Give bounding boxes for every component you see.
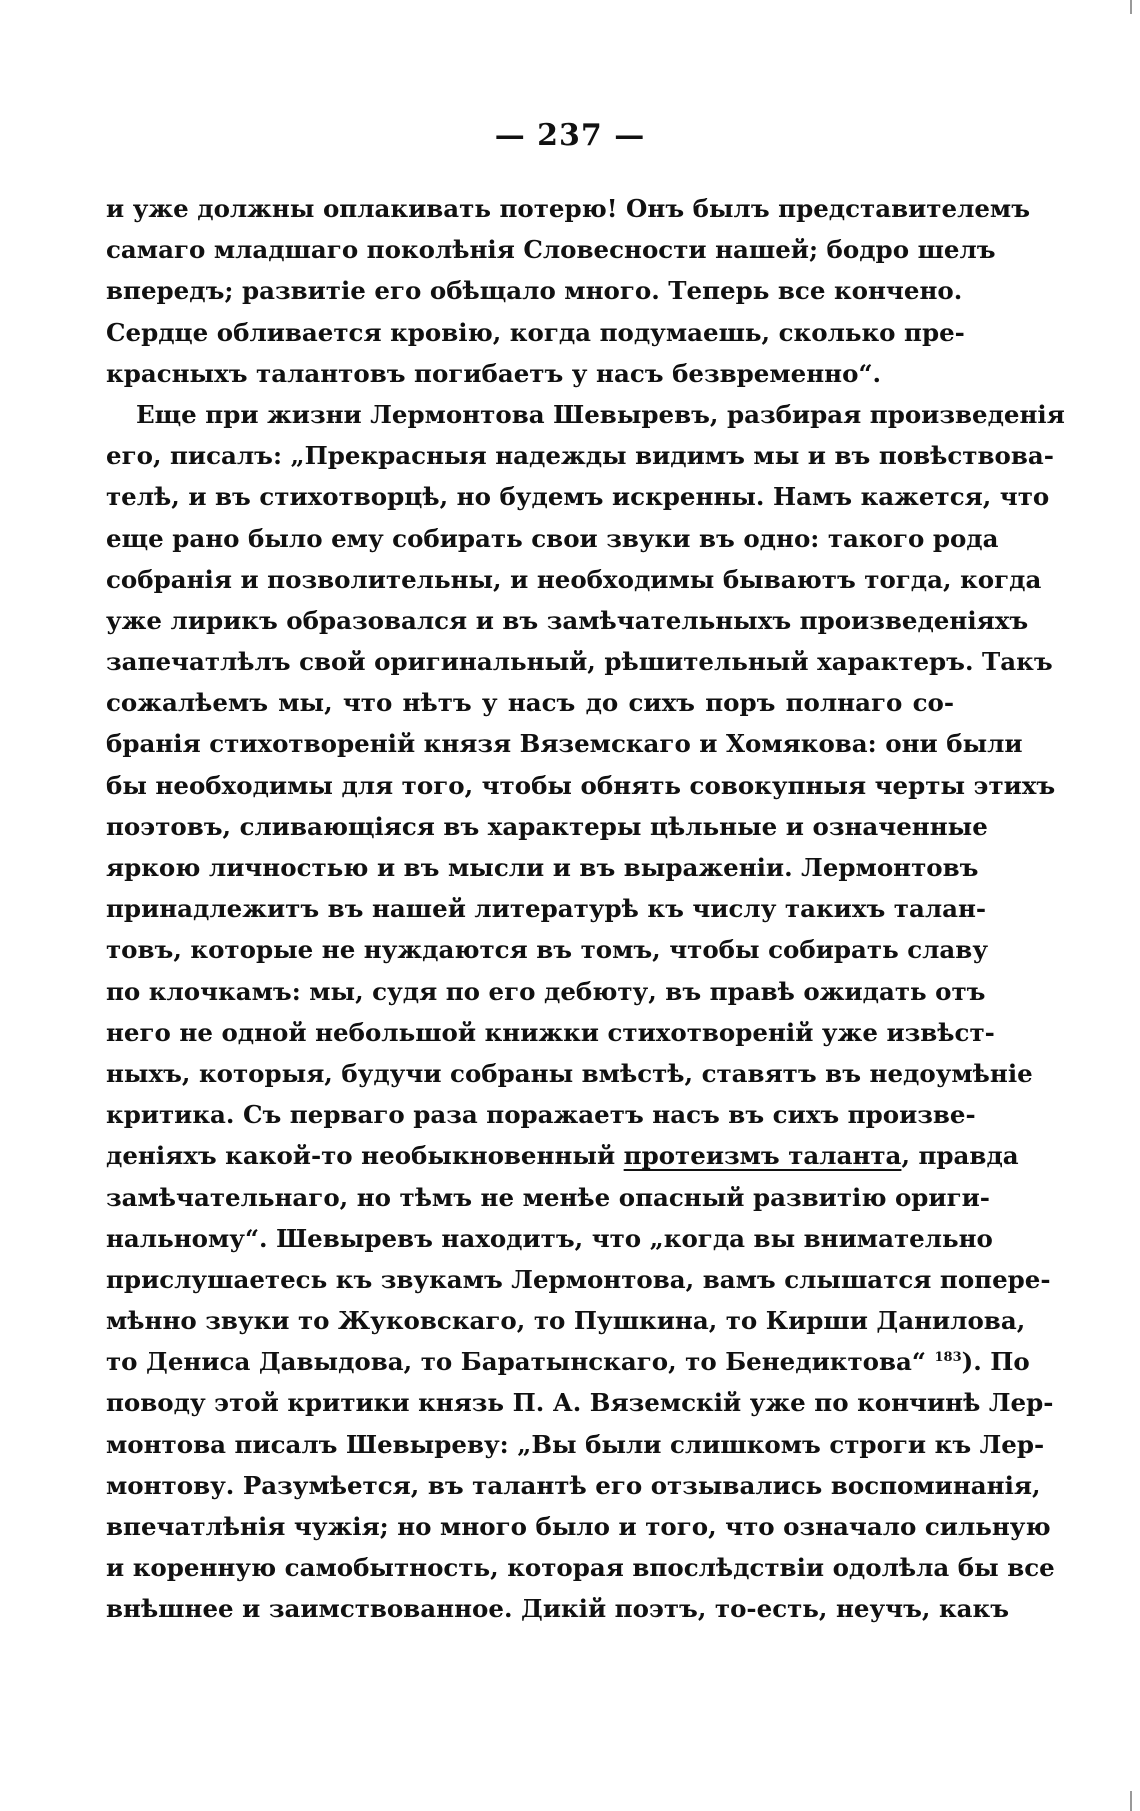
text-line: бы необходимы для того, чтобы обнять совокупныя черты этихъ bbox=[106, 770, 1056, 800]
text-line bbox=[106, 1341, 1030, 1382]
text-line: принадлежитъ въ нашей литературѣ къ числу такихъ талан- bbox=[106, 894, 987, 924]
text-line: впередъ; развитіе его обѣщало много. Теперь все кончено. bbox=[106, 276, 963, 306]
text-line: мѣнно звуки то Жуковскаго, то Пушкина, то Кирши Данилова, bbox=[106, 1306, 1026, 1336]
text-line: и коренную самобытность, которая впослѣдствіи одолѣла бы все bbox=[106, 1553, 1055, 1583]
text-line: поэтовъ, сливающіяся въ характеры цѣльные и означенные bbox=[106, 811, 988, 841]
text-line: уже лирикъ образовался и въ замѣчательныхъ произведеніяхъ bbox=[106, 605, 1029, 635]
text-segment: то Дениса Давыдова, то Баратынскаго, то Бенедиктова“ bbox=[106, 1347, 935, 1377]
text-line: его, писалъ: „Прекрасныя надежды видимъ мы и въ повѣствова- bbox=[106, 441, 1054, 471]
text-line: сожалѣемъ мы, что нѣтъ у насъ до сихъ поръ полнаго со- bbox=[106, 688, 954, 718]
text-line: телѣ, и въ стихотворцѣ, но будемъ искренны. Намъ кажется, что bbox=[106, 482, 1050, 512]
text-segment: , правда bbox=[901, 1141, 1019, 1171]
footnote-reference: 183 bbox=[934, 1350, 962, 1366]
text-line: яркою личностью и въ мысли и въ выраженіи. Лермонтовъ bbox=[106, 853, 979, 882]
text-line: по клочкамъ: мы, судя по его дебюту, въ правѣ ожидать отъ bbox=[106, 976, 986, 1006]
text-line: собранія и позволительны, и необходимы бываютъ тогда, когда bbox=[106, 564, 1042, 594]
scan-edge-mark bbox=[1130, 0, 1132, 14]
underlined-phrase: протеизмъ таланта bbox=[623, 1141, 902, 1171]
text-line: запечатлѣлъ свой оригинальный, рѣшительный характеръ. Такъ bbox=[106, 647, 1053, 677]
text-line: еще рано было ему собирать свои звуки въ одно: такого рода bbox=[106, 523, 999, 553]
text-line: прислушаетесь къ звукамъ Лермонтова, вамъ слышатся попере- bbox=[106, 1264, 1051, 1294]
text-line: товъ, которые не нуждаются въ томъ, чтобы собирать славу bbox=[106, 935, 988, 965]
text-line: внѣшнее и заимствованное. Дикій поэтъ, то-есть, неучъ, какъ bbox=[106, 1594, 1010, 1624]
text-line: замѣчательнаго, но тѣмъ не менѣе опасный развитію ориги- bbox=[106, 1182, 990, 1212]
text-segment: ). По bbox=[961, 1347, 1030, 1377]
text-line: Сердце обливается кровію, когда подумаешь, сколько пре- bbox=[106, 317, 965, 347]
scan-edge-mark-bottom bbox=[1130, 1791, 1132, 1811]
text-line: самаго младшаго поколѣнія Словесности нашей; бодро шелъ bbox=[106, 235, 996, 265]
text-line: и уже должны оплакивать потерю! Онъ былъ представителемъ bbox=[106, 194, 1031, 223]
text-line bbox=[106, 1135, 1019, 1176]
body-text bbox=[106, 188, 1065, 1630]
text-line: Еще при жизни Лермонтова Шевыревъ, разбирая произведенія bbox=[136, 399, 1065, 429]
text-line: критика. Съ перваго раза поражаетъ насъ въ сихъ произве- bbox=[106, 1100, 976, 1130]
text-line: впечатлѣнія чужія; но много было и того, что означало сильную bbox=[106, 1512, 1051, 1541]
text-segment: деніяхъ какой-то необыкновенный bbox=[106, 1141, 624, 1171]
page-number: — 237 — bbox=[494, 118, 646, 153]
text-line: монтова писалъ Шевыреву: „Вы были слишкомъ строги къ Лер- bbox=[106, 1429, 1045, 1459]
text-line: нальному“. Шевыревъ находитъ, что „когда вы внимательно bbox=[106, 1223, 993, 1253]
text-line: бранія стихотвореній князя Вяземскаго и Хомякова: они были bbox=[106, 729, 1023, 759]
text-line: ныхъ, которыя, будучи собраны вмѣстѣ, ставятъ въ недоумѣніе bbox=[106, 1058, 1033, 1088]
text-line: поводу этой критики князь П. А. Вяземскій уже по кончинѣ Лер- bbox=[106, 1388, 1054, 1418]
text-line: него не одной небольшой книжки стихотвореній уже извѣст- bbox=[106, 1017, 995, 1047]
text-line: монтову. Разумѣется, въ талантѣ его отзывались воспоминанія, bbox=[106, 1470, 1041, 1500]
text-line: красныхъ талантовъ погибаетъ у насъ безвременно“. bbox=[106, 358, 882, 388]
